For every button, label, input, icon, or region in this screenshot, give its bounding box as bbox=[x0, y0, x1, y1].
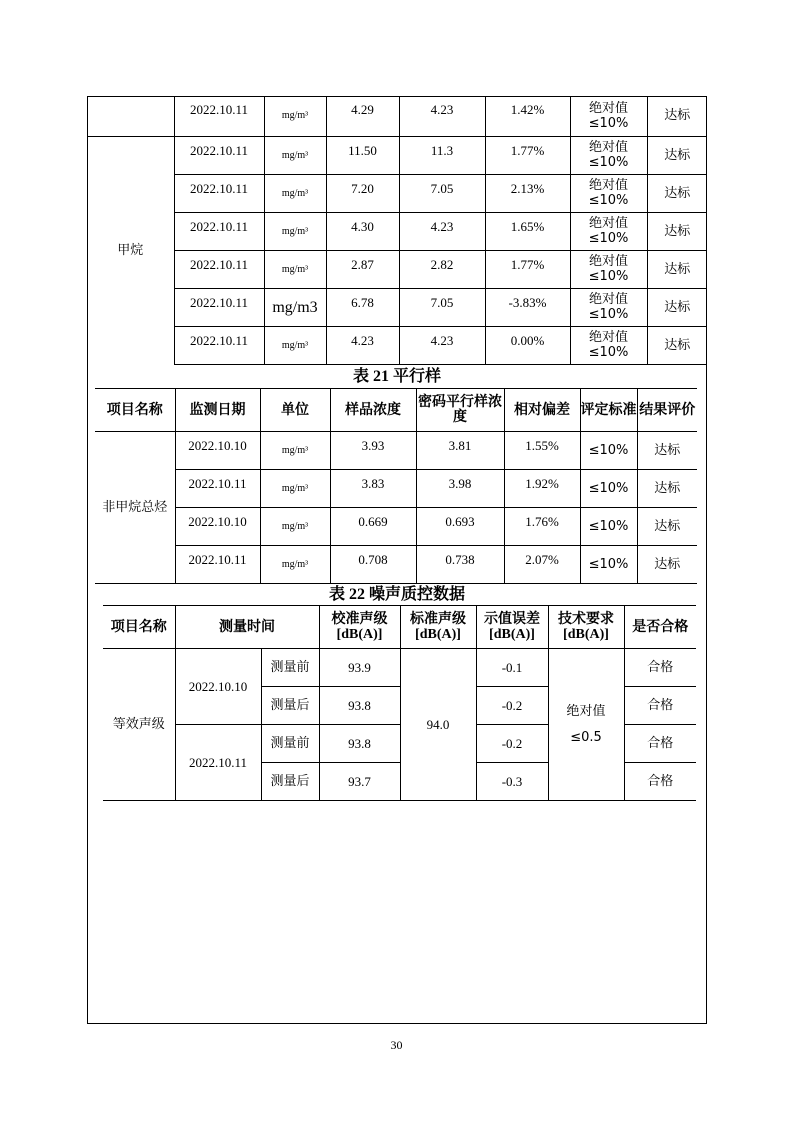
standard-level-cell: 94.0 bbox=[400, 649, 476, 801]
table-cell: 3.93 bbox=[330, 432, 416, 470]
table-cell: 2022.10.11 bbox=[174, 96, 264, 136]
table-cell: 2022.10.11 bbox=[174, 250, 264, 288]
table-cell: 1.42% bbox=[485, 96, 570, 136]
table-cell: mg/m³ bbox=[260, 546, 330, 584]
table-cell: 达标 bbox=[637, 432, 697, 470]
table-cell: ≤10% bbox=[580, 546, 637, 584]
header-time: 测量时间 bbox=[175, 606, 319, 649]
table-cell: 合格 bbox=[624, 763, 696, 801]
table-cell: mg/m³ bbox=[260, 508, 330, 546]
page-number: 30 bbox=[390, 1038, 403, 1052]
table-cell: 0.693 bbox=[416, 508, 504, 546]
header-error: 示值误差[dB(A)] bbox=[476, 606, 548, 649]
table-cell: 达标 bbox=[647, 326, 707, 364]
table-cell: 达标 bbox=[637, 508, 697, 546]
table-cell: -0.2 bbox=[476, 725, 548, 763]
header-project: 项目名称 bbox=[95, 389, 175, 432]
table-cell: 测量后 bbox=[261, 687, 319, 725]
table-cell: 绝对值≤10% bbox=[570, 212, 647, 250]
table-cell: 4.23 bbox=[399, 212, 485, 250]
table-cell: 0.708 bbox=[330, 546, 416, 584]
table-cell: 达标 bbox=[647, 96, 707, 136]
table-cell: 2.82 bbox=[399, 250, 485, 288]
table-cell: mg/m³ bbox=[264, 326, 326, 364]
table-cell: 6.78 bbox=[326, 288, 399, 326]
table-cell: 2022.10.11 bbox=[174, 326, 264, 364]
header-deviation: 相对偏差 bbox=[504, 389, 580, 432]
table-cell: 合格 bbox=[624, 649, 696, 687]
table-cell: 4.30 bbox=[326, 212, 399, 250]
header-calibration: 校准声级[dB(A)] bbox=[319, 606, 400, 649]
table-cell: 2022.10.11 bbox=[174, 174, 264, 212]
table-cell: 4.29 bbox=[326, 96, 399, 136]
table-cell: 1.77% bbox=[485, 250, 570, 288]
header-sample: 样品浓度 bbox=[330, 389, 416, 432]
table-cell: 2022.10.11 bbox=[175, 470, 260, 508]
table-prev bbox=[87, 96, 707, 365]
table-cell: -0.3 bbox=[476, 763, 548, 801]
table-cell: 绝对值≤10% bbox=[570, 136, 647, 174]
header-project: 项目名称 bbox=[103, 606, 175, 649]
table-cell: 4.23 bbox=[399, 326, 485, 364]
table-cell: 绝对值≤10% bbox=[570, 288, 647, 326]
table-cell: 11.50 bbox=[326, 136, 399, 174]
group-label: 等效声级 bbox=[103, 649, 175, 801]
table-cell: 0.669 bbox=[330, 508, 416, 546]
header-standard: 评定标准 bbox=[580, 389, 637, 432]
table21-caption: 表 21 平行样 bbox=[352, 368, 441, 385]
table-cell: 测量前 bbox=[261, 649, 319, 687]
table-cell: 2.87 bbox=[326, 250, 399, 288]
date-cell: 2022.10.10 bbox=[175, 649, 261, 725]
table-cell: mg/m³ bbox=[260, 432, 330, 470]
table-cell: 11.3 bbox=[399, 136, 485, 174]
header-requirement: 技术要求[dB(A)] bbox=[548, 606, 624, 649]
table-cell: 93.9 bbox=[319, 649, 400, 687]
table-cell: 93.8 bbox=[319, 725, 400, 763]
table-cell: mg/m³ bbox=[264, 136, 326, 174]
table-cell: 2022.10.11 bbox=[174, 136, 264, 174]
table-cell: ≤10% bbox=[580, 470, 637, 508]
table-cell: 3.83 bbox=[330, 470, 416, 508]
table22 bbox=[103, 605, 696, 801]
table21 bbox=[95, 388, 697, 584]
table-cell: 达标 bbox=[637, 546, 697, 584]
table-cell: mg/m³ bbox=[264, 250, 326, 288]
table-cell: 绝对值≤10% bbox=[570, 96, 647, 136]
table-cell: 7.05 bbox=[399, 174, 485, 212]
table-cell: 2022.10.11 bbox=[175, 546, 260, 584]
header-standard-level: 标准声级[dB(A)] bbox=[400, 606, 476, 649]
table-cell: 绝对值≤10% bbox=[570, 174, 647, 212]
table-cell: 绝对值≤10% bbox=[570, 326, 647, 364]
header-date: 监测日期 bbox=[175, 389, 260, 432]
table-cell: 1.55% bbox=[504, 432, 580, 470]
table-cell: 达标 bbox=[647, 136, 707, 174]
table-cell: -0.2 bbox=[476, 687, 548, 725]
table-cell: 93.7 bbox=[319, 763, 400, 801]
table-cell: 达标 bbox=[647, 174, 707, 212]
table-cell: 达标 bbox=[647, 250, 707, 288]
table-cell: 1.76% bbox=[504, 508, 580, 546]
table-cell: mg/m³ bbox=[264, 96, 326, 136]
table-cell: 测量前 bbox=[261, 725, 319, 763]
table-cell: ≤10% bbox=[580, 432, 637, 470]
table-cell: 达标 bbox=[637, 470, 697, 508]
table-cell: 合格 bbox=[624, 725, 696, 763]
table-cell: 测量后 bbox=[261, 763, 319, 801]
header-result: 结果评价 bbox=[637, 389, 697, 432]
group-label: 非甲烷总烃 bbox=[95, 432, 175, 584]
table-cell: -0.1 bbox=[476, 649, 548, 687]
table22-caption: 表 22 噪声质控数据 bbox=[328, 586, 465, 603]
table-cell: -3.83% bbox=[485, 288, 570, 326]
table-cell: 2022.10.11 bbox=[174, 288, 264, 326]
table-cell: mg/m³ bbox=[264, 212, 326, 250]
table-cell: 达标 bbox=[647, 288, 707, 326]
date-cell: 2022.10.11 bbox=[175, 725, 261, 801]
table-cell: 1.77% bbox=[485, 136, 570, 174]
table-cell bbox=[87, 96, 174, 136]
table-cell: 2022.10.11 bbox=[174, 212, 264, 250]
table-cell: 绝对值≤10% bbox=[570, 250, 647, 288]
table-cell: 7.05 bbox=[399, 288, 485, 326]
table-cell: 2022.10.10 bbox=[175, 508, 260, 546]
table-cell: ≤10% bbox=[580, 508, 637, 546]
table-cell: 3.98 bbox=[416, 470, 504, 508]
header-parallel: 密码平行样浓度 bbox=[416, 389, 504, 432]
table-cell: mg/m3 bbox=[264, 288, 326, 326]
table-cell: mg/m³ bbox=[260, 470, 330, 508]
table-cell: 4.23 bbox=[399, 96, 485, 136]
table-cell: 3.81 bbox=[416, 432, 504, 470]
table-cell: 2022.10.10 bbox=[175, 432, 260, 470]
table-cell: 0.738 bbox=[416, 546, 504, 584]
table-cell: 4.23 bbox=[326, 326, 399, 364]
table-cell: 合格 bbox=[624, 687, 696, 725]
table-cell: 1.92% bbox=[504, 470, 580, 508]
header-unit: 单位 bbox=[260, 389, 330, 432]
header-pass: 是否合格 bbox=[624, 606, 696, 649]
table-cell: 2.07% bbox=[504, 546, 580, 584]
table-cell: 7.20 bbox=[326, 174, 399, 212]
group-label: 甲烷 bbox=[87, 136, 174, 364]
table-cell: 达标 bbox=[647, 212, 707, 250]
requirement-cell: 绝对值≤0.5 bbox=[548, 649, 624, 801]
table-cell: 0.00% bbox=[485, 326, 570, 364]
table-cell: 1.65% bbox=[485, 212, 570, 250]
table-cell: mg/m³ bbox=[264, 174, 326, 212]
table-cell: 93.8 bbox=[319, 687, 400, 725]
table-cell: 2.13% bbox=[485, 174, 570, 212]
